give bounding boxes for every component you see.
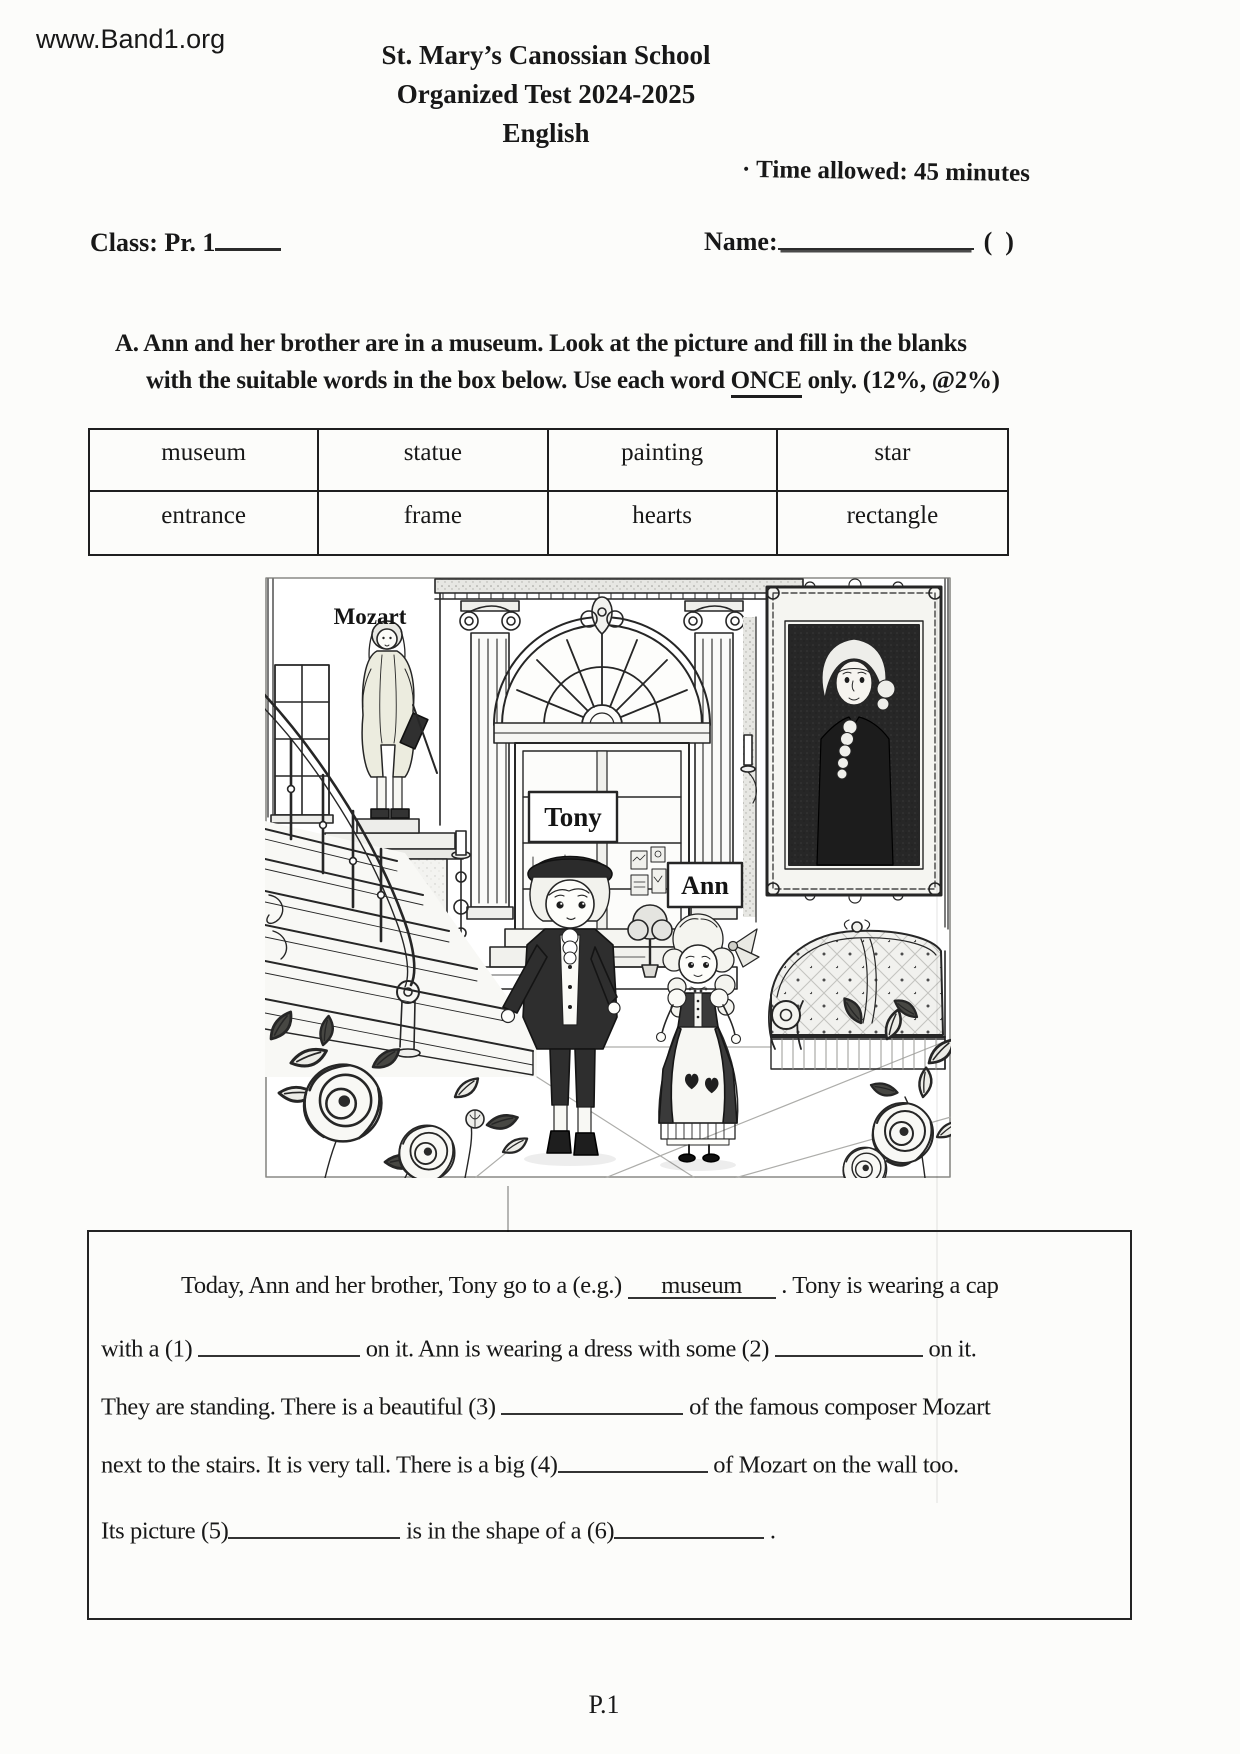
section-a-instruction-line2 bbox=[146, 367, 1000, 395]
passage-text: of Mozart on the wall too. bbox=[707, 1451, 959, 1479]
portrait-painting bbox=[767, 579, 941, 903]
ann-label: Ann bbox=[681, 871, 729, 900]
blank-5[interactable] bbox=[228, 1512, 400, 1539]
example-answer: museum bbox=[661, 1272, 742, 1299]
blank-4[interactable] bbox=[558, 1446, 708, 1473]
word-cell-statue: statue bbox=[319, 430, 548, 492]
passage-text: on it. bbox=[922, 1335, 977, 1363]
word-cell-hearts: hearts bbox=[549, 492, 778, 554]
passage-line-2 bbox=[101, 1330, 976, 1364]
blank-example bbox=[628, 1272, 776, 1299]
passage-line-1 bbox=[181, 1272, 999, 1300]
page-number: P.1 bbox=[588, 1690, 620, 1719]
test-title: Organized Test 2024-2025 bbox=[396, 79, 696, 109]
word-cell-entrance: entrance bbox=[90, 492, 319, 554]
passage-text: . bbox=[764, 1517, 776, 1545]
watermark: www.Band1.org bbox=[36, 24, 226, 54]
school-name: St. Mary’s Canossian School bbox=[381, 40, 711, 70]
passage-text: next to the stairs. It is very tall. There is a big (4) bbox=[101, 1451, 558, 1479]
paper-header bbox=[0, 36, 1092, 153]
subject-title: English bbox=[502, 118, 590, 148]
blank-3[interactable] bbox=[501, 1388, 683, 1415]
word-cell-painting: painting bbox=[549, 430, 778, 492]
class-blank[interactable] bbox=[215, 222, 281, 251]
word-box-table bbox=[88, 428, 1009, 556]
passage-line-3 bbox=[101, 1388, 990, 1422]
passage-text: They are standing. There is a beautiful (3) bbox=[101, 1393, 502, 1421]
tony-label: Tony bbox=[544, 802, 602, 832]
passage-text: with a (1) bbox=[101, 1335, 198, 1363]
word-cell-rectangle: rectangle bbox=[846, 502, 939, 529]
wall-sconce bbox=[741, 617, 756, 922]
name-blank[interactable] bbox=[778, 222, 974, 250]
name-row bbox=[704, 222, 1014, 257]
blank-1[interactable] bbox=[198, 1330, 360, 1357]
mozart-statue-label: Mozart bbox=[333, 604, 407, 629]
passage-text: Its picture (5) bbox=[101, 1517, 229, 1545]
passage-text: Today, Ann and her brother, Tony go to a (e.g.) bbox=[181, 1272, 628, 1299]
instruction-line2-post: only. (12%, @2%) bbox=[801, 367, 1000, 394]
passage-text: is in the shape of a (6) bbox=[400, 1517, 615, 1545]
instruction-line2-pre: with the suitable words in the box below. Use each word bbox=[146, 367, 731, 394]
class-label: Class: Pr. 1 bbox=[90, 228, 216, 257]
time-allowed: · Time allowed: 45 minutes bbox=[741, 155, 1031, 188]
passage-text: . Tony is wearing a cap bbox=[775, 1272, 999, 1299]
blank-6[interactable] bbox=[614, 1512, 764, 1539]
once-underlined: ONCE bbox=[731, 367, 802, 398]
name-label: Name: bbox=[704, 227, 778, 256]
class-number-brackets: ( ) bbox=[983, 227, 1014, 256]
scan-artifact-line bbox=[507, 1186, 509, 1232]
class-row bbox=[90, 222, 281, 258]
word-cell-star: star bbox=[778, 430, 1007, 492]
passage-text: on it. Ann is wearing a dress with some (2) bbox=[359, 1335, 775, 1363]
word-cell-museum: museum bbox=[90, 430, 319, 492]
section-a-instruction-line1: A. Ann and her brother are in a museum. Look at the picture and fill in the blanks bbox=[115, 330, 967, 357]
passage-text: of the famous composer Mozart bbox=[683, 1393, 991, 1421]
blank-2[interactable] bbox=[775, 1330, 923, 1357]
museum-illustration bbox=[265, 577, 951, 1178]
passage-line-4 bbox=[101, 1446, 959, 1480]
passage-line-5 bbox=[101, 1512, 776, 1546]
word-cell-frame: frame bbox=[319, 492, 548, 554]
scan-fold-line bbox=[936, 598, 938, 1503]
passage-box bbox=[87, 1230, 1132, 1620]
